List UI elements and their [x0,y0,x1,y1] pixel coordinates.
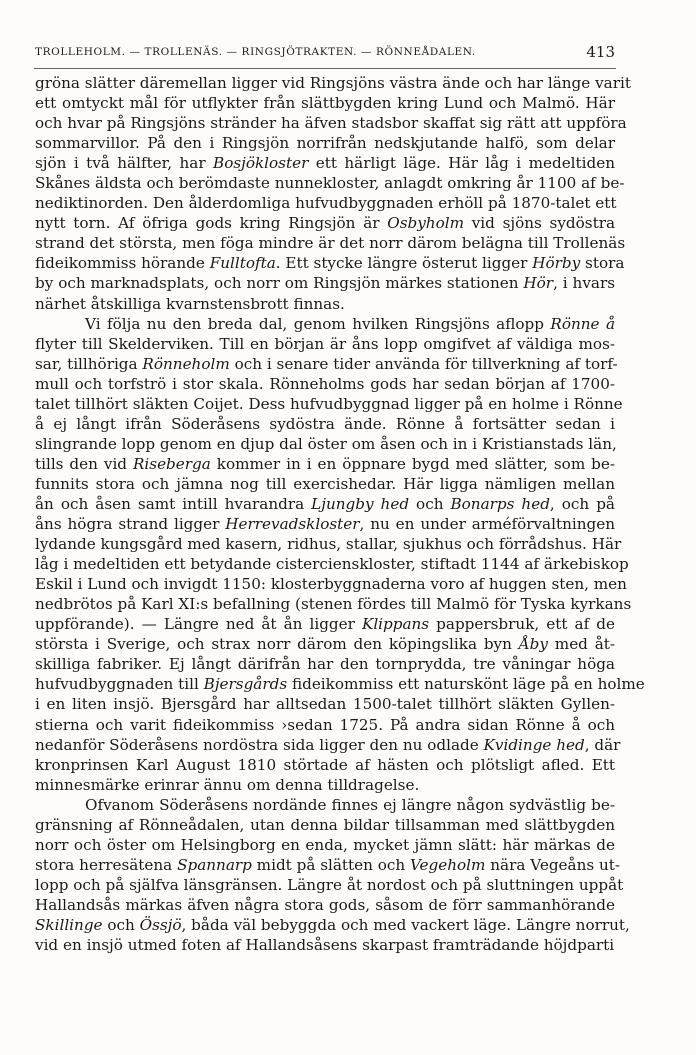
text-line [35,574,627,594]
italic-place-name: Osbyholm [387,214,464,233]
text-line [35,795,615,815]
text-line [35,253,625,273]
text-line [35,755,615,775]
text-run: , och på [549,494,615,513]
text-line [35,835,615,855]
text-line [35,815,615,835]
text-run: gröna slätter däremellan ligger vid Ringsjöns västra ände och har länge varit [35,74,631,92]
italic-place-name: Skillinge [35,915,103,934]
text-run: , där [584,735,621,754]
text-run: nytt torn. Af öfriga gods kring Ringsjön är [35,214,388,233]
text-run: Vi följa nu den breda dal, genom hvilken Ringsjöns aflopp [85,314,551,333]
text-line [35,233,626,253]
text-run: kommer in i en öppnare bygd med slätter, som be- [210,454,616,473]
text-run: midt på slätten och [251,855,410,874]
text-line [35,494,615,514]
italic-place-name: Hör [523,274,554,293]
text-run: låg i medeltiden ett betydande cistercienskloster, stiftadt 1144 af ärkebiskop [35,555,629,574]
text-line [35,93,615,113]
text-run: talet tillhört släkten Coijet. Dess hufvudbyggnad ligger på en holme i Rönne [35,394,623,413]
text-run: nedbrötos på Karl XI:s befallning (stenen fördes till Malmö för Tyska kyrkans [35,595,632,614]
text-run: uppförande). — Längre ned åt ån ligger [35,615,362,634]
text-line [35,73,631,93]
text-run: mull och torfströ i stor skala. Rönneholms gods har sedan början af 1700- [35,374,615,393]
text-run: sjön i två hälfter, har [35,154,214,173]
text-line [35,654,615,674]
text-run: nedanför Söderåsens nordöstra sida ligger den nu odlade [35,735,484,754]
text-line [35,294,615,314]
italic-place-name: Ljungby hed [311,494,410,513]
text-run: kronprinsen Karl August 1810 störtade af hästen och plötsligt afled. Ett [35,755,615,774]
text-run: ett härligt läge. Här låg i medeltiden [308,154,615,173]
text-line [35,193,615,213]
text-line [35,394,623,414]
text-run: slingrande lopp genom en djup dal öster om åsen och in i Kristianstads län, [35,434,617,453]
text-run: närhet åtskilliga kvarnstensbrott finnas. [35,294,345,313]
text-run: Skånes äldsta och berömdaste nunnekloster, anlagdt omkring år 1100 af be- [35,174,625,193]
italic-place-name: Herrevadskloster [225,515,360,534]
text-run: ett omtyckt mål för utflykter från slättbygden kring Lund och Malmö. Här [35,94,615,113]
italic-place-name: Hörby [532,254,581,273]
text-line [35,434,615,454]
italic-place-name: Klippans [361,615,430,634]
italic-place-name: Fulltofta [209,254,276,273]
body-text [35,73,645,955]
italic-place-name: Åby [518,635,548,654]
italic-place-name: Össjö [139,915,182,934]
italic-place-name: Kvidinge hed [483,735,585,754]
italic-place-name: Rönne å [550,314,616,333]
text-line [35,715,615,735]
text-run: by och marknadsplats, och norr om Ringsjön märkes stationen [35,274,524,293]
text-line [35,153,615,173]
text-run: minnesmärke erinrar ännu om denna tilldragelse. [35,775,420,794]
text-run: nediktinorden. Den ålderdomliga hufvudbyggnaden erhöll på 1870-talet ett [35,194,617,213]
text-run: lydande kungsgård med kasern, ridhus, stallar, sjukhus och förrådshus. Här [35,535,622,554]
text-run: Hallandsås märkas äfven några stora gods, såsom de förr sammanhörande [35,895,615,914]
italic-place-name: Vegeholm [409,855,486,874]
text-run: , i hvars [553,274,616,293]
text-run: strand det största, men föga mindre är det norr därom belägna till Trollenäs [35,234,626,253]
text-run: och hvar på Ringsjöns stränder ha äfven stadsbor skaffat sig rätt att uppföra [35,114,627,133]
text-run: norr och öster om Helsingborg en enda, mycket jämn slätt: här märkas de [35,835,615,854]
text-line [35,554,629,574]
text-line [35,634,615,654]
italic-place-name: Bonarps hed [450,494,550,513]
text-line [35,454,615,474]
text-line [35,273,615,293]
text-line [35,895,615,915]
text-line [35,474,615,494]
text-line [35,594,632,614]
running-title: TROLLEHOLM. — TROLLENÄS. — RINGSJÖTRAKTEN. — RÖNNEÅDALEN. [35,46,476,58]
header-rule [34,68,616,69]
text-run: åns högra strand ligger [35,515,226,534]
text-run: . Ett stycke längre österut ligger [275,254,533,273]
text-line [35,354,618,374]
text-run: nära Vegeåns ut- [485,855,621,874]
italic-place-name: Bjersgårds [203,675,288,694]
italic-place-name: Spannarp [177,855,252,874]
text-run: vid en insjö utmed foten af Hallandsåsens skarpast framträdande höjdparti [35,936,615,955]
text-line [35,614,615,634]
text-run: i en liten insjö. Bjersgård har alltsedan 1500-talet tillhört släkten Gyllen- [35,695,615,714]
text-run: stora [580,254,625,273]
text-run: sommarvillor. På den i Ringsjön norrifrån nedskjutande halfö, som delar [35,134,615,153]
text-line [35,775,615,795]
text-line [35,875,624,895]
text-run: flyter till Skelderviken. Till en början är åns lopp omgifvet af väldiga mos- [35,334,615,353]
text-run: gränsning af Rönneådalen, utan denna bildar tillsamman med slättbygden [35,815,615,834]
text-run: lopp och på själfva länsgränsen. Längre åt nordost och på sluttningen uppåt [35,875,624,894]
text-line [35,213,615,233]
text-run: fideikommiss hörande [35,254,210,273]
text-line [35,414,615,434]
italic-place-name: Rönneholm [142,354,230,373]
text-line [35,735,621,755]
text-run: stierna och varit fideikommiss ›sedan 1725. På andra sidan Rönne å och [35,715,615,734]
text-run: stora herresätena [35,855,178,874]
text-run: sar, tillhöriga [35,354,143,373]
text-line [35,173,625,193]
text-line [35,935,615,955]
text-run: och i senare tider använda för tillverkning af torf- [229,354,618,373]
text-run: största i Sverige, och strax norr därom den köpingslika byn [35,635,519,654]
text-run: , nu en under arméförvaltningen [359,515,615,534]
text-run: å ej långt ifrån Söderåsens sydöstra ände. Rönne å fortsätter sedan i [35,414,615,433]
text-run: , båda väl bebyggda och med vackert läge. Längre norrut, [181,915,630,934]
text-run: Eskil i Lund och invigdt 1150: klosterbyggnaderna voro af huggen sten, men [35,575,627,594]
text-run: vid sjöns sydöstra [463,214,616,233]
text-line [35,534,622,554]
text-run: skilliga fabriker. Ej långt därifrån har den tornprydda, tre våningar höga [35,655,615,674]
text-run: och [409,494,451,513]
text-line [35,674,645,694]
text-line [35,133,615,153]
text-run: ån och åsen samt intill hvarandra [35,494,312,513]
text-line [35,113,627,133]
text-run: tills den vid [35,454,133,473]
text-run: funnits stora och jämna nog till exercishedar. Här ligga nämligen mellan [35,474,615,493]
italic-place-name: Bosjökloster [213,154,309,173]
text-line [35,694,615,714]
text-run: med åt- [548,635,615,654]
text-line [35,855,621,875]
text-line [35,334,615,354]
text-line [35,314,615,334]
text-run: fideikommiss ett naturskönt läge på en holme [287,675,645,694]
page-number: 413 [586,43,615,61]
text-line [35,915,630,935]
italic-place-name: Riseberga [132,454,211,473]
text-line [35,514,615,534]
text-run: pappersbruk, ett af de [429,615,615,634]
text-run: hufvudbyggnaden till [35,675,204,694]
running-header [35,43,615,64]
text-run: Ofvanom Söderåsens nordände finnes ej längre någon sydvästlig be- [85,795,615,814]
text-run: och [102,915,140,934]
text-line [35,374,615,394]
